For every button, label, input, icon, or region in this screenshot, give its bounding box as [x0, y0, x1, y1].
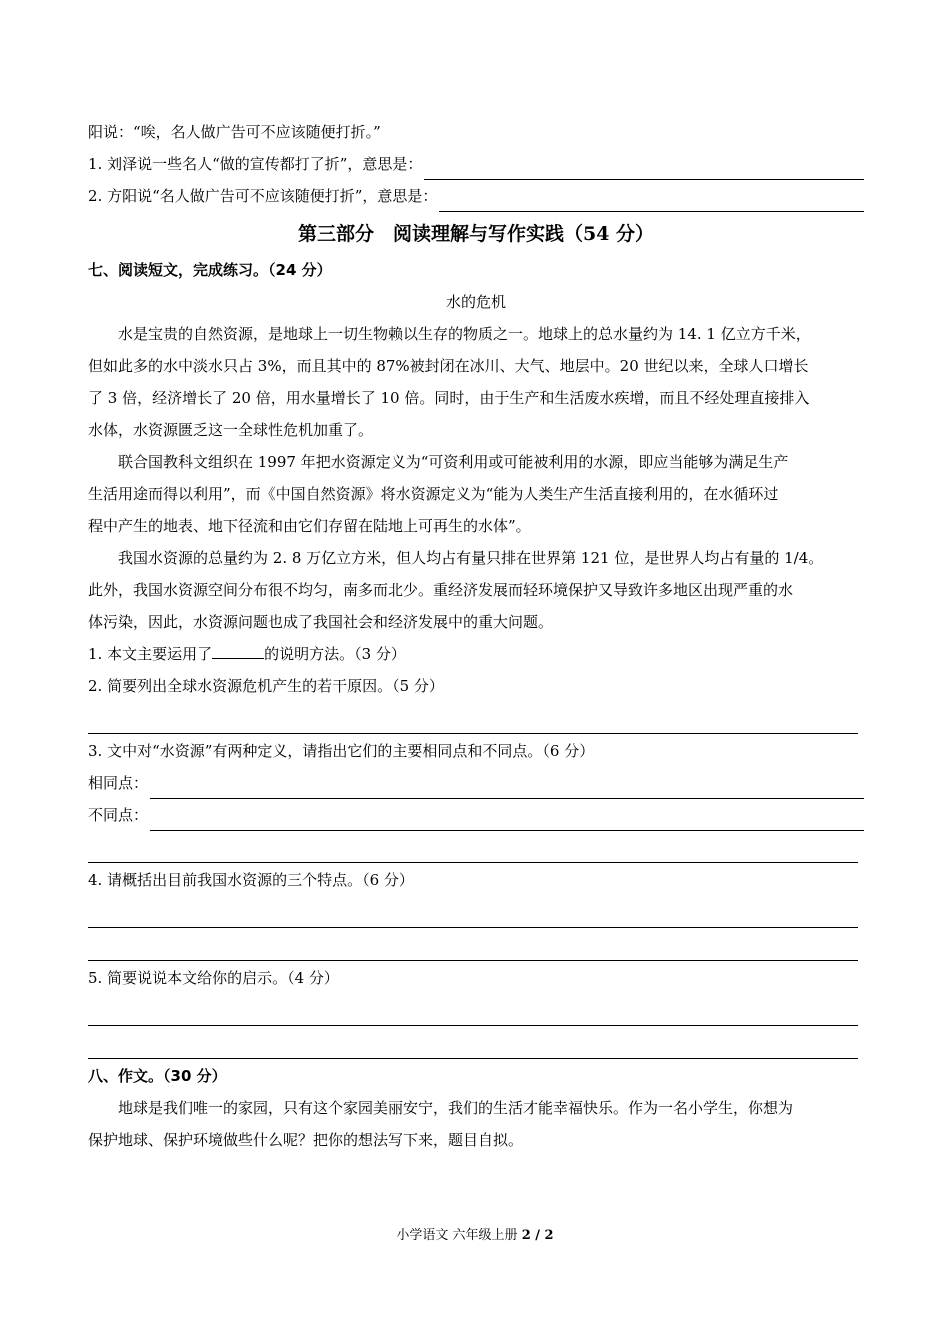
section-7-heading: 七、阅读短文，完成练习。（24 分）	[88, 261, 332, 279]
article-title: 水的危机	[445, 293, 506, 311]
section-7-question-3: 3. 文中对“水资源”有两种定义，请指出它们的主要相同点和不同点。（6 分）	[88, 742, 595, 760]
answer-line[interactable]	[424, 157, 864, 180]
answer-line[interactable]	[439, 189, 864, 212]
exam-page	[88, 116, 864, 1156]
section-8-heading: 八、作文。（30 分）	[88, 1067, 227, 1085]
carry-over-line: 阳说：“唉，名人做广告可不应该随便打折。”	[88, 123, 381, 141]
footer-subject: 小学语文 六年级上册	[396, 1228, 518, 1243]
section-7-question-1: 1. 本文主要运用了 的说明方法。（3 分）	[88, 638, 864, 670]
answer-line[interactable]	[88, 929, 858, 961]
answer-line[interactable]	[88, 1027, 858, 1059]
question-1-liuze	[88, 148, 864, 180]
same-points-row	[88, 767, 864, 799]
answer-line[interactable]	[150, 808, 864, 831]
answer-line[interactable]	[150, 776, 864, 799]
essay-prompt: 地球是我们唯一的家园，只有这个家园美丽安宁，我们的生活才能幸福快乐。作为一名小学生，你想为 保护地球、保护环境做些什么呢？把你的想法写下来，题目自拟。	[88, 1099, 794, 1149]
section-7-question-4: 4. 请概括出目前我国水资源的三个特点。（6 分）	[88, 871, 414, 889]
footer-page-number: 2 / 2	[521, 1228, 554, 1243]
answer-line[interactable]	[88, 896, 858, 928]
answer-line[interactable]	[88, 702, 858, 734]
question-2-fangyang	[88, 180, 864, 212]
article-paragraph-2: 联合国教科文组织在 1997 年把水资源定义为“可资利用或可能被利用的水源，即应当能够为满足生产 生活用途而得以利用”，而《中国自然资源》将水资源定义为“能为人类生产生活直接利用的，在水循环过 程中产生的地表、地下径流和由它们存留在陆地上可再生的水体”。	[88, 453, 789, 535]
answer-line[interactable]	[88, 994, 858, 1026]
answer-line[interactable]	[88, 831, 858, 863]
different-points-label: 不同点：	[88, 806, 149, 824]
question-text: 1. 刘泽说一些名人“做的宣传都打了折”，意思是：	[88, 155, 423, 173]
article-paragraph-1: 水是宝贵的自然资源，是地球上一切生物赖以生存的物质之一。地球上的总水量约为 14. 1 亿立方千米， 但如此多的水中淡水只占 3%，而且其中的 87%被封闭在冰川、大气、地层中。20 世纪以来，全球人口增长 了 3 倍，经济增长了 20 倍，用水量增长了 10 倍。同时，由于生产和生活废水疾增，而且不经处理直接排入 水体，水资源匮乏这一全球性危机加重了。	[88, 325, 811, 439]
section-7-question-5: 5. 简要说说本文给你的启示。（4 分）	[88, 969, 339, 987]
page-footer	[0, 1224, 950, 1243]
part-3-title: 第三部分 阅读理解与写作实践（54 分）	[297, 223, 655, 245]
article-paragraph-3: 我国水资源的总量约为 2. 8 万亿立方米，但人均占有量只排在世界第 121 位，是世界人均占有量的 1/4。 此外，我国水资源空间分布很不均匀，南多而北少。重经济发展而轻环境保护又导致许多地区出现严重的水 体污染，因此，水资源问题也成了我国社会和经济发展中的重大问题。	[88, 549, 824, 631]
question-text: 2. 方阳说“名人做广告可不应该随便打折”，意思是：	[88, 187, 438, 205]
different-points-row	[88, 799, 864, 831]
same-points-label: 相同点：	[88, 774, 149, 792]
fill-in-blank[interactable]	[212, 638, 264, 659]
section-7-question-2: 2. 简要列出全球水资源危机产生的若干原因。（5 分）	[88, 677, 444, 695]
